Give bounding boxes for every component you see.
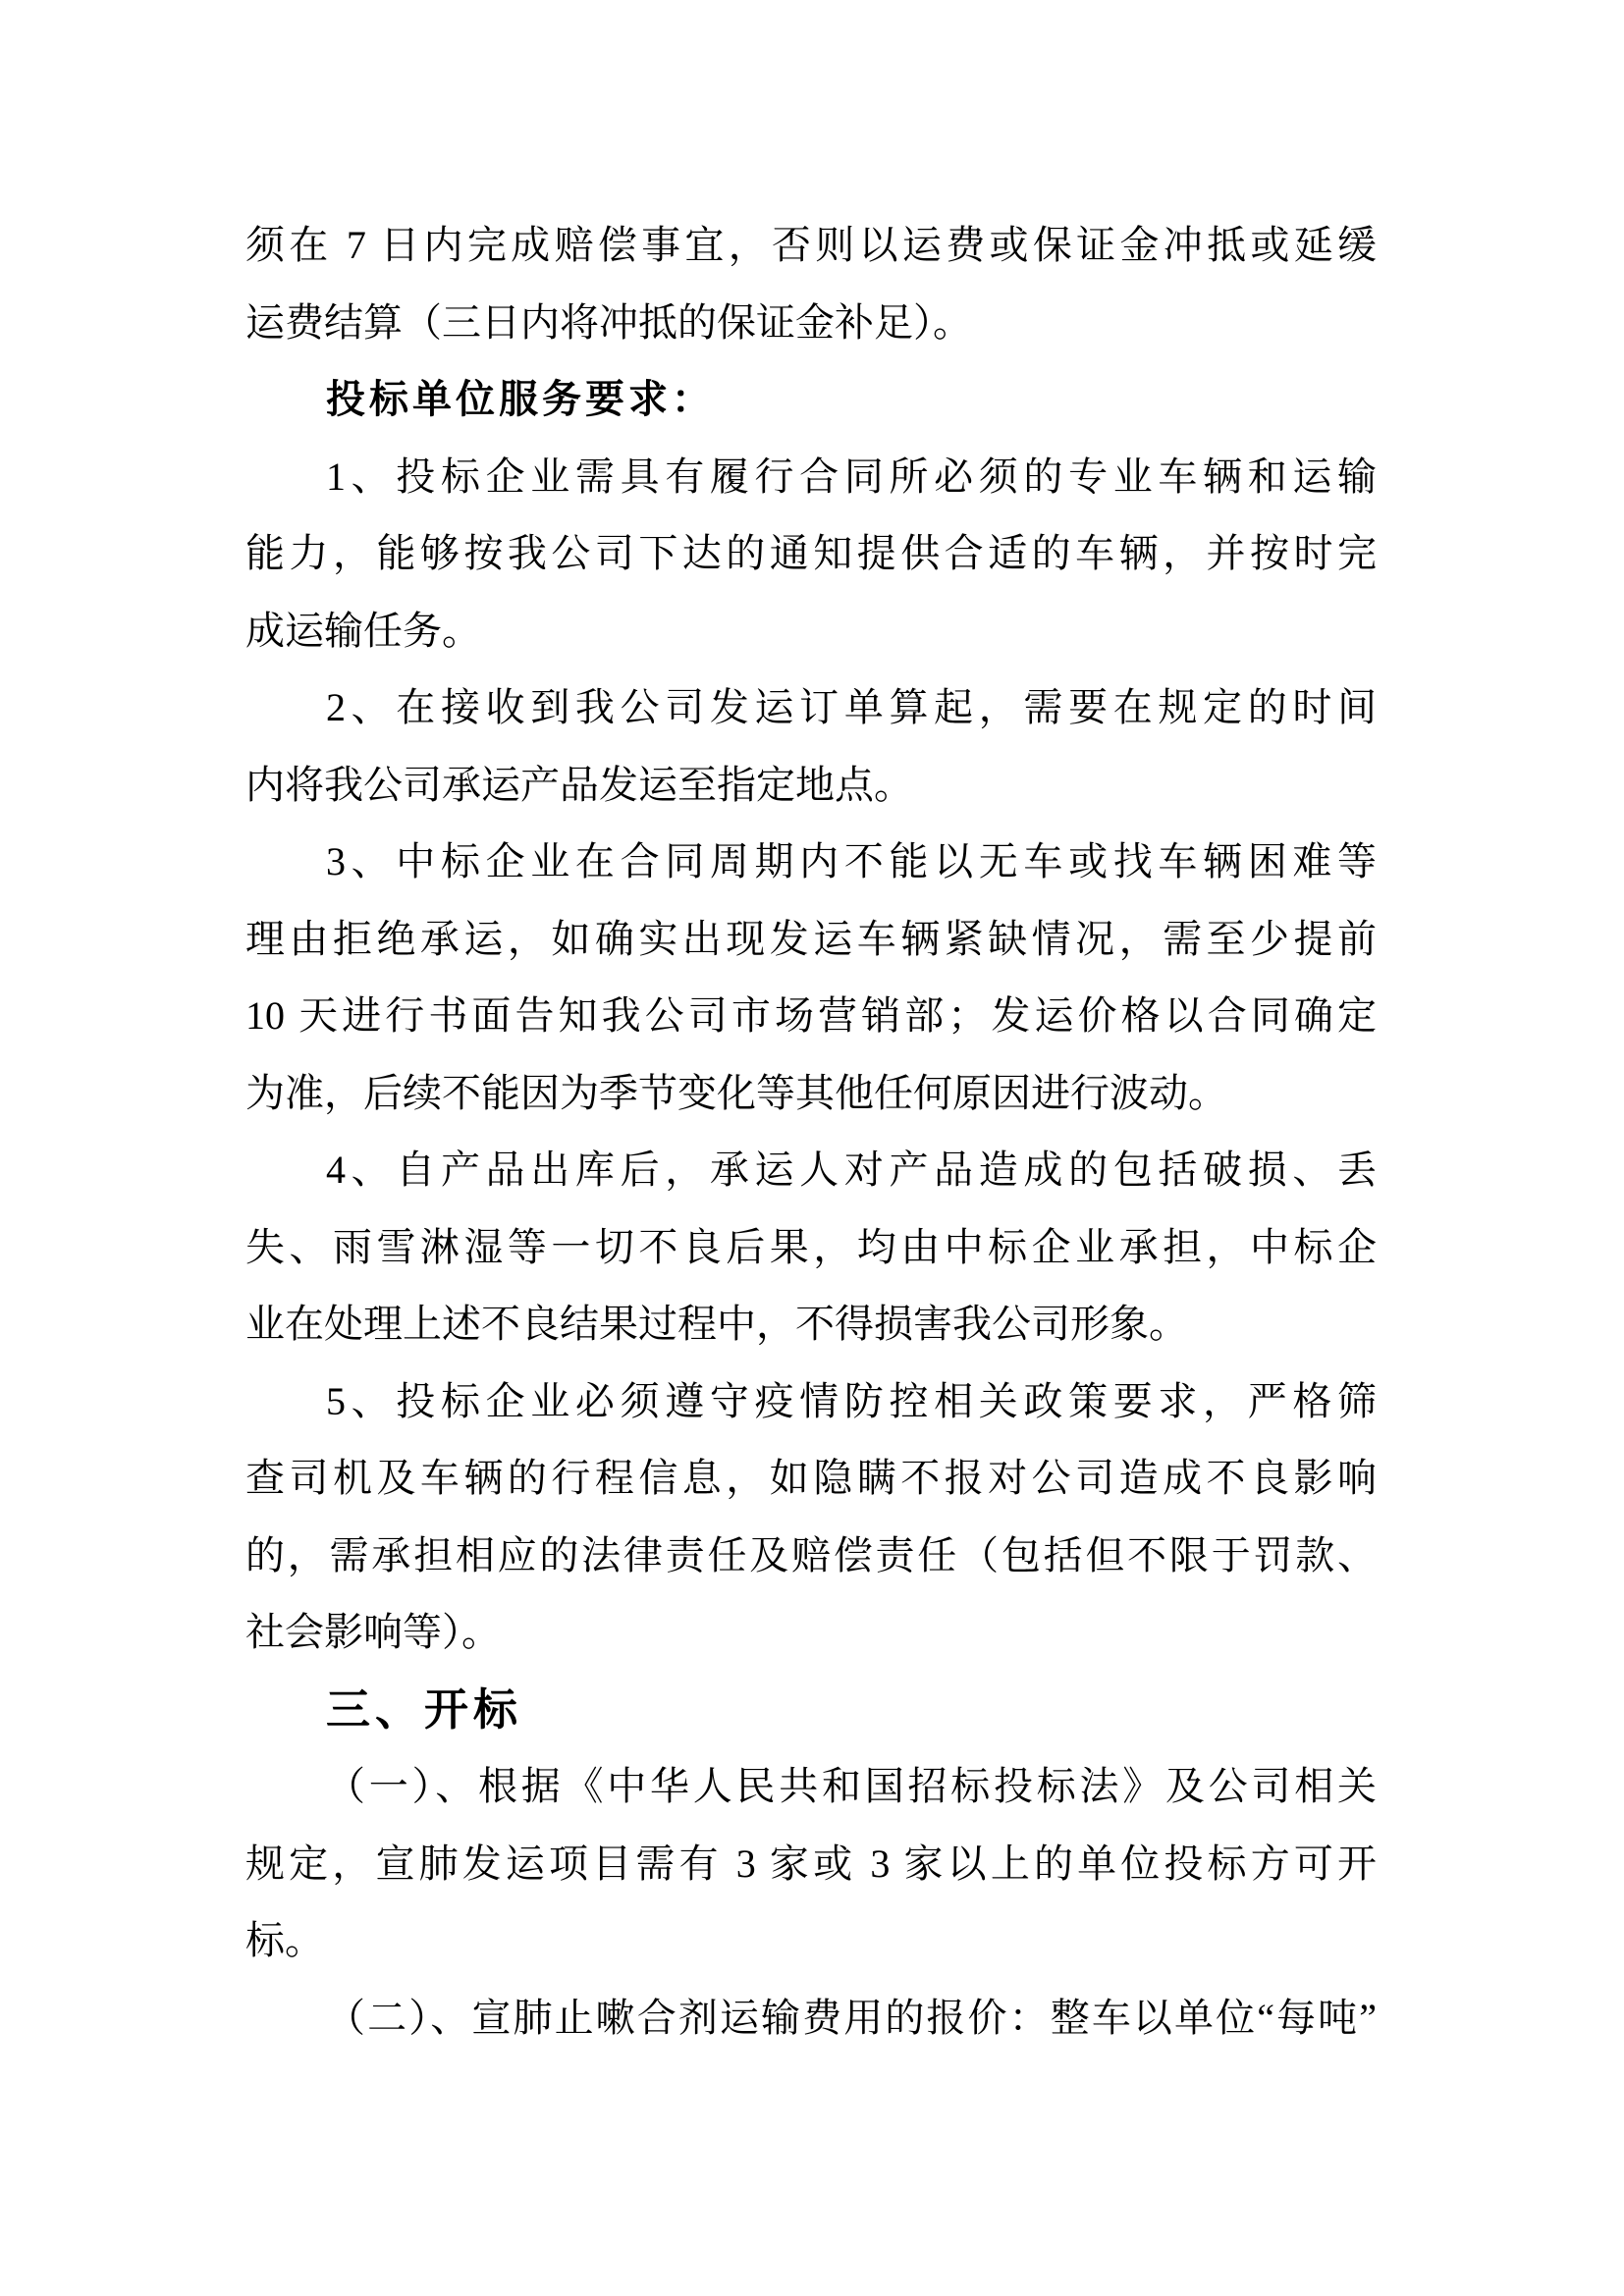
text-line: 10 天进行书面告知我公司市场营销部；发运价格以合同确定	[245, 993, 1377, 1038]
text-line: 2、在接收到我公司发运订单算起，需要在规定的时间	[326, 685, 1377, 729]
text-line: 查司机及车辆的行程信息，如隐瞒不报对公司造成不良影响	[245, 1456, 1377, 1500]
text-line: （二）、宣肺止嗽合剂运输费用的报价：整车以单位“每吨”	[326, 1995, 1377, 2040]
text-line: 失、雨雪淋湿等一切不良后果，均由中标企业承担，中标企	[245, 1224, 1377, 1269]
text-line: 3、中标企业在合同周期内不能以无车或找车辆困难等	[326, 839, 1377, 883]
text-line: 的，需承担相应的法律责任及赔偿责任（包括但不限于罚款、	[245, 1532, 1377, 1577]
text-line: 理由拒绝承运，如确实出现发运车辆紧缺情况，需至少提前	[245, 916, 1377, 961]
text-line: 4、自产品出库后，承运人对产品造成的包括破损、丢	[326, 1148, 1377, 1192]
text-line: 为准，后续不能因为季节变化等其他任何原因进行波动。	[245, 1070, 1227, 1115]
text-line: 5、投标企业必须遵守疫情防控相关政策要求，严格筛	[326, 1378, 1377, 1423]
section-heading: 投标单位服务要求：	[326, 377, 715, 421]
text-line: 内将我公司承运产品发运至指定地点。	[245, 762, 913, 807]
text-line: 须在 7 日内完成赔偿事宜，否则以运费或保证金冲抵或延缓	[245, 223, 1377, 267]
text-line: 社会影响等）。	[245, 1610, 501, 1654]
text-line: 成运输任务。	[245, 608, 481, 653]
text-line: 规定，宣肺发运项目需有 3 家或 3 家以上的单位投标方可开	[245, 1841, 1377, 1886]
text-line: 1、投标企业需具有履行合同所必须的专业车辆和运输	[326, 454, 1377, 499]
text-line: 标。	[245, 1918, 324, 1962]
text-line: 业在处理上述不良结果过程中，不得损害我公司形象。	[245, 1302, 1188, 1346]
text-line: 运费结算（三日内将冲抵的保证金补足）。	[245, 299, 972, 345]
text-line: 能力，能够按我公司下达的通知提供合适的车辆，并按时完	[245, 531, 1377, 575]
section-heading: 三、开标	[326, 1684, 523, 1735]
document-body	[245, 207, 1377, 2056]
text-line: （一）、根据《中华人民共和国招标投标法》及公司相关	[326, 1764, 1377, 1808]
